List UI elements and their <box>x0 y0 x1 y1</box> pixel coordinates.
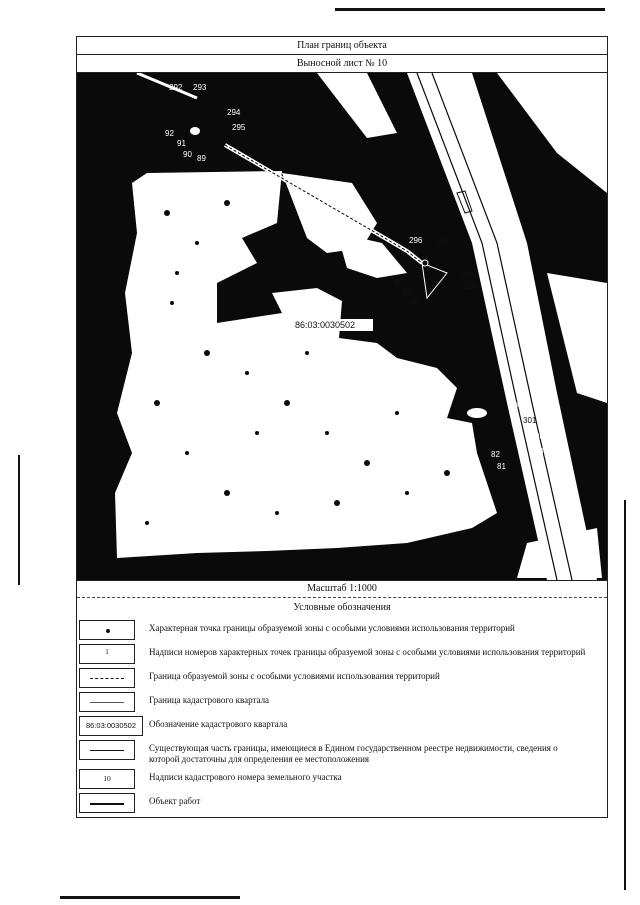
legend <box>77 598 607 813</box>
legend-row-parcel-number <box>79 769 607 789</box>
legend-text-zone-boundary: Граница образуемой зоны с особыми условиями использования территорий <box>149 671 440 681</box>
legend-text-quarter-boundary: Граница кадастрового квартала <box>149 695 270 705</box>
white-spot-north <box>190 127 200 135</box>
quarter-code-sample: 86:03:0030502 <box>85 721 137 730</box>
legend-row-quarter-boundary <box>79 692 607 712</box>
zone-boundary-line-icon <box>90 678 124 679</box>
legend-text-quarter-code: Обозначение кадастрового квартала <box>149 719 288 729</box>
point-label-302: 302 <box>535 432 549 441</box>
quarter-label: 86:03:0030502 <box>295 320 356 330</box>
scan-edge-top <box>335 8 605 11</box>
point-label-297: 297 <box>437 238 451 247</box>
map-image <box>77 73 607 580</box>
legend-text-parcel-number: Надписи кадастрового номера земельного участка <box>149 772 342 782</box>
scale-text: Масштаб 1:1000 <box>77 581 607 598</box>
boundary-point <box>422 260 428 266</box>
sheet-label: Выносной лист № 10 <box>77 55 607 73</box>
scan-edge-bottom <box>60 896 240 899</box>
point-label-298: 298 <box>461 271 475 280</box>
legend-symbol-work-object <box>79 793 135 813</box>
legend-title: Условные обозначения <box>293 602 391 613</box>
plan-title: План границ объекта <box>77 37 607 55</box>
legend-row-zone-boundary <box>79 668 607 688</box>
point-label-294: 294 <box>227 108 241 117</box>
point-label-82: 82 <box>491 450 500 459</box>
white-spot-east <box>467 408 487 418</box>
legend-text-point: Характерная точка границы образуемой зоны с особыми условиями использования территорий <box>149 623 515 633</box>
point-label-86: 86 <box>403 288 412 297</box>
point-label-292: 292 <box>169 83 183 92</box>
point-label-303: 303 <box>539 447 553 456</box>
legend-symbol-parcel-number <box>79 769 135 789</box>
point-label-91: 91 <box>177 139 186 148</box>
point-label-295: 295 <box>232 123 246 132</box>
legend-row-work-object <box>79 793 607 813</box>
point-number-sample: 1 <box>105 648 109 656</box>
legend-text-work-object: Объект работ <box>149 796 201 806</box>
parcel-number-sample: 10 <box>103 774 111 783</box>
point-label-89: 89 <box>197 154 206 163</box>
point-dot-icon <box>106 629 110 633</box>
legend-symbol-zone-boundary <box>79 668 135 688</box>
legend-symbol-point <box>79 620 135 640</box>
legend-symbol-quarter-boundary <box>79 692 135 712</box>
point-label-87: 87 <box>395 278 404 287</box>
plan-sheet <box>76 36 608 818</box>
legend-row-quarter-code <box>79 716 607 736</box>
point-label-90: 90 <box>183 150 192 159</box>
point-label-299: 299 <box>464 282 478 291</box>
point-label-296: 296 <box>409 236 423 245</box>
scan-edge-right <box>624 500 626 890</box>
point-label-293: 293 <box>193 83 207 92</box>
point-label-81: 81 <box>497 462 506 471</box>
legend-row-point <box>79 620 607 640</box>
legend-row-point-number <box>79 644 607 664</box>
existing-boundary-line-icon <box>90 750 124 751</box>
point-label-300: 300 <box>509 401 523 410</box>
legend-symbol-quarter-code <box>79 716 143 736</box>
map-area[interactable] <box>77 73 607 581</box>
point-label-85: 85 <box>410 298 419 307</box>
point-label-301: 301 <box>523 416 537 425</box>
legend-symbol-point-number <box>79 644 135 664</box>
legend-row-existing-boundary <box>79 740 607 765</box>
scan-edge-left <box>18 455 20 585</box>
quarter-boundary-line-icon <box>90 702 124 703</box>
point-label-92: 92 <box>165 129 174 138</box>
legend-text-point-number: Надписи номеров характерных точек границы образуемой зоны с особыми условиями использования территорий <box>149 647 586 657</box>
legend-symbol-existing-boundary <box>79 740 135 760</box>
work-object-line-icon <box>90 803 124 805</box>
legend-text-existing-boundary: Существующая часть границы, имеющиеся в Едином государственном реестре недвижимости, сведения о которой достаточны для определения ее местоположения <box>149 743 558 764</box>
